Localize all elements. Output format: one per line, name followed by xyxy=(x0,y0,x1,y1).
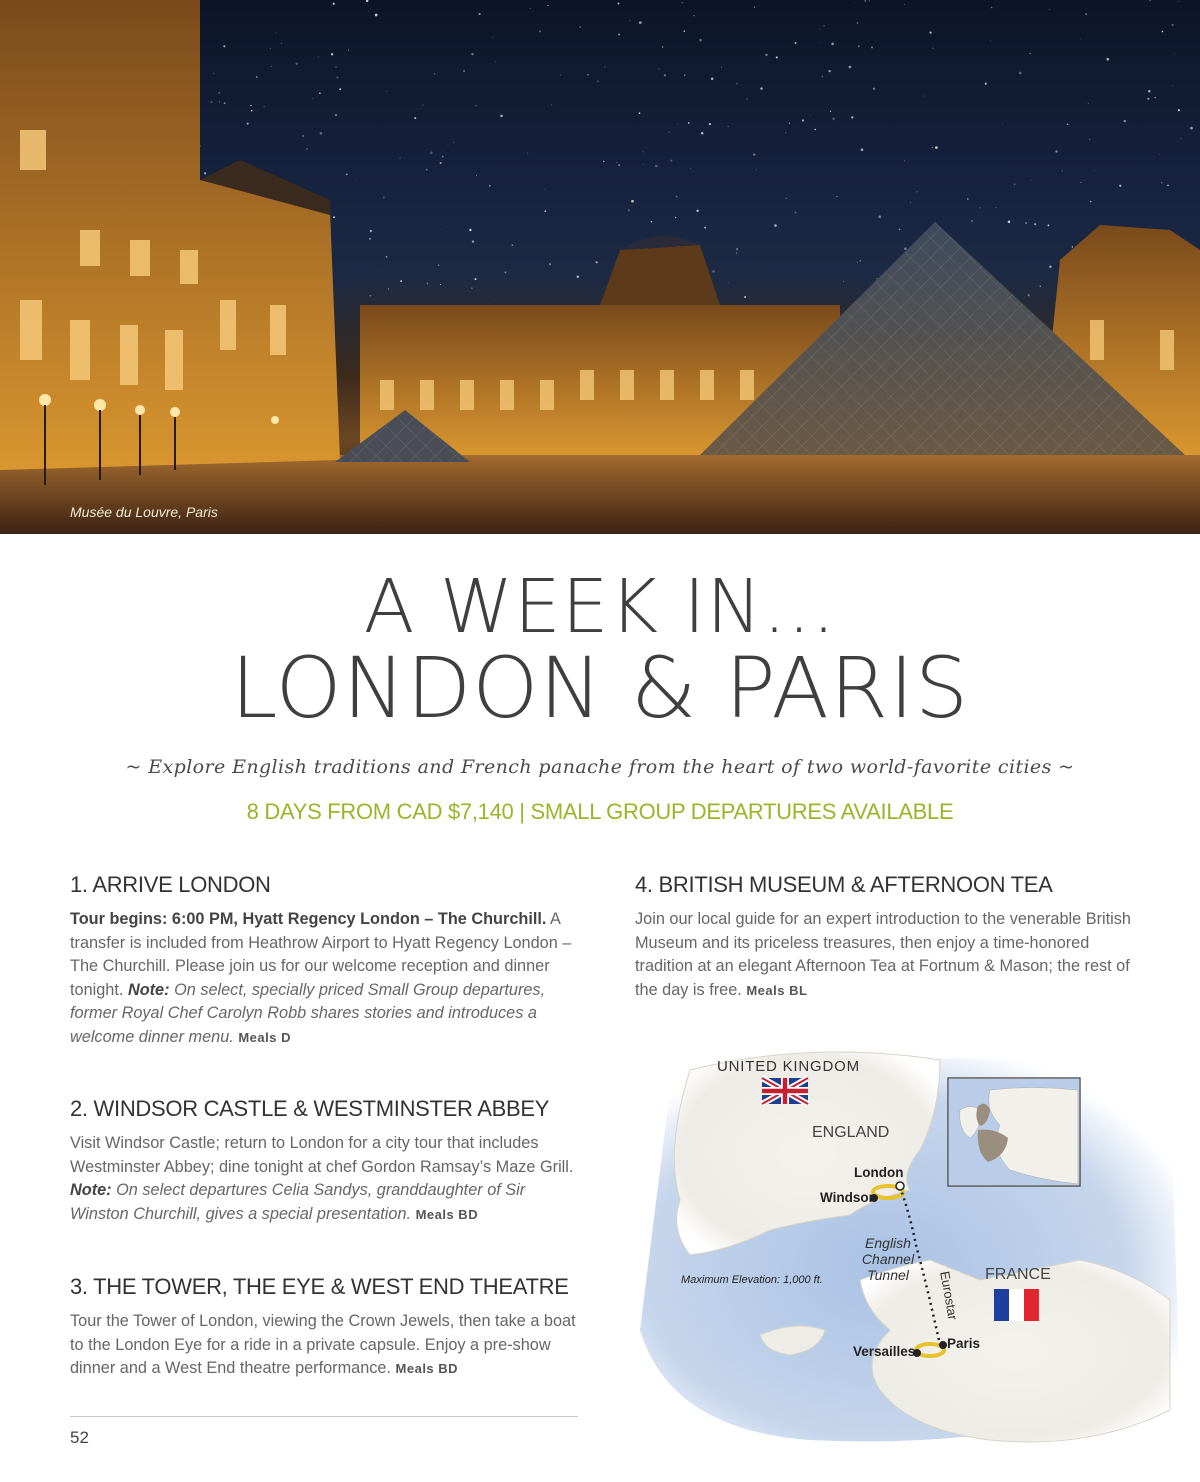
day-1-bold-intro: Tour begins: 6:00 PM, Hyatt Regency London – The Churchill. xyxy=(70,910,547,928)
day-2-note-label: Note: xyxy=(70,1181,112,1199)
day-1-note-label: Note: xyxy=(127,980,170,999)
day-2-section xyxy=(70,1096,580,1226)
day-1-text xyxy=(70,908,580,1049)
day-3-section xyxy=(70,1274,580,1381)
day-1-section xyxy=(70,872,580,1049)
map-label-eurostar: Eurostar xyxy=(937,1270,961,1321)
france-flag-icon xyxy=(994,1289,1039,1321)
price-line: 8 DAYS FROM CAD $7,140 | SMALL GROUP DEPARTURES AVAILABLE xyxy=(246,799,954,824)
day-4-heading: 4. BRITISH MUSEUM & AFTERNOON TEA xyxy=(635,872,1053,897)
day-3-text xyxy=(70,1310,580,1381)
map-label-uk: UNITED KINGDOM xyxy=(717,1058,860,1075)
subtitle: ~ Explore English traditions and French panache from the heart of two world-favorite cities ~ xyxy=(125,756,1075,778)
day-3-meals: Meals BD xyxy=(395,1361,459,1376)
day-2-heading: 2. WINDSOR CASTLE & WESTMINSTER ABBEY xyxy=(70,1096,550,1121)
day-1-meals: Meals D xyxy=(238,1029,291,1045)
page-number: 52 xyxy=(70,1428,89,1447)
map-label-windsor: Windsor xyxy=(820,1190,874,1205)
louvre-illustration xyxy=(0,0,1200,534)
day-4-body: Join our local guide for an expert introduction to the venerable British Museum and its priceless treasures, then enjoy a time-honored tradition at an elegant Afternoon Tea at Fortnum & Mason; the rest of the day is free. xyxy=(635,910,1131,999)
map-label-london: London xyxy=(854,1165,904,1180)
day-3-body: Tour the Tower of London, viewing the Crown Jewels, then take a boat to the London Eye for a ride in a private capsule. Enjoy a pre-show dinner and a West End theatre performance. xyxy=(70,1312,576,1377)
footer-divider xyxy=(70,1416,578,1417)
day-4-section xyxy=(635,872,1135,1002)
day-1-note-text: On select, specially priced Small Group departures, former Royal Chef Carolyn Robb shares stories and introduces a welcome dinner menu. xyxy=(70,980,546,1046)
map-label-england: ENGLAND xyxy=(812,1124,890,1141)
map-label-channel: English Channel Tunnel xyxy=(861,1235,915,1283)
uk-flag-icon xyxy=(762,1078,808,1104)
photo-caption: Musée du Louvre, Paris xyxy=(70,504,218,520)
day-4-text xyxy=(635,908,1135,1002)
map-label-versailles: Versailles xyxy=(853,1344,916,1359)
title-line-2: LONDON & PARIS xyxy=(230,639,970,737)
map-label-france: FRANCE xyxy=(985,1266,1051,1283)
europe-inset xyxy=(948,1078,1080,1186)
hero-photo xyxy=(0,0,1200,534)
day-3-heading: 3. THE TOWER, THE EYE & WEST END THEATRE xyxy=(70,1274,569,1299)
map-label-elevation: Maximum Elevation: 1,000 ft. xyxy=(681,1274,823,1286)
map-label-paris: Paris xyxy=(947,1336,981,1351)
title-line-1: A WEEK IN... xyxy=(363,564,837,650)
day-1-body: A transfer is included from Heathrow Airport to Hyatt Regency London – The Churchill. Please join us for our welcome reception and dinner tonight. xyxy=(70,910,572,999)
day-2-text xyxy=(70,1132,580,1226)
day-2-note-text: On select departures Celia Sandys, granddaughter of Sir Winston Churchill, gives a special presentation. xyxy=(70,1181,526,1223)
day-2-body: Visit Windsor Castle; return to London for a city tour that includes Westminster Abbey; dine tonight at chef Gordon Ramsay’s Maze Grill. xyxy=(70,1134,574,1176)
day-2-meals: Meals BD xyxy=(415,1206,479,1222)
route-map xyxy=(610,1030,1200,1460)
day-4-meals: Meals BL xyxy=(746,982,808,998)
day-1-heading: 1. ARRIVE LONDON xyxy=(70,872,271,897)
